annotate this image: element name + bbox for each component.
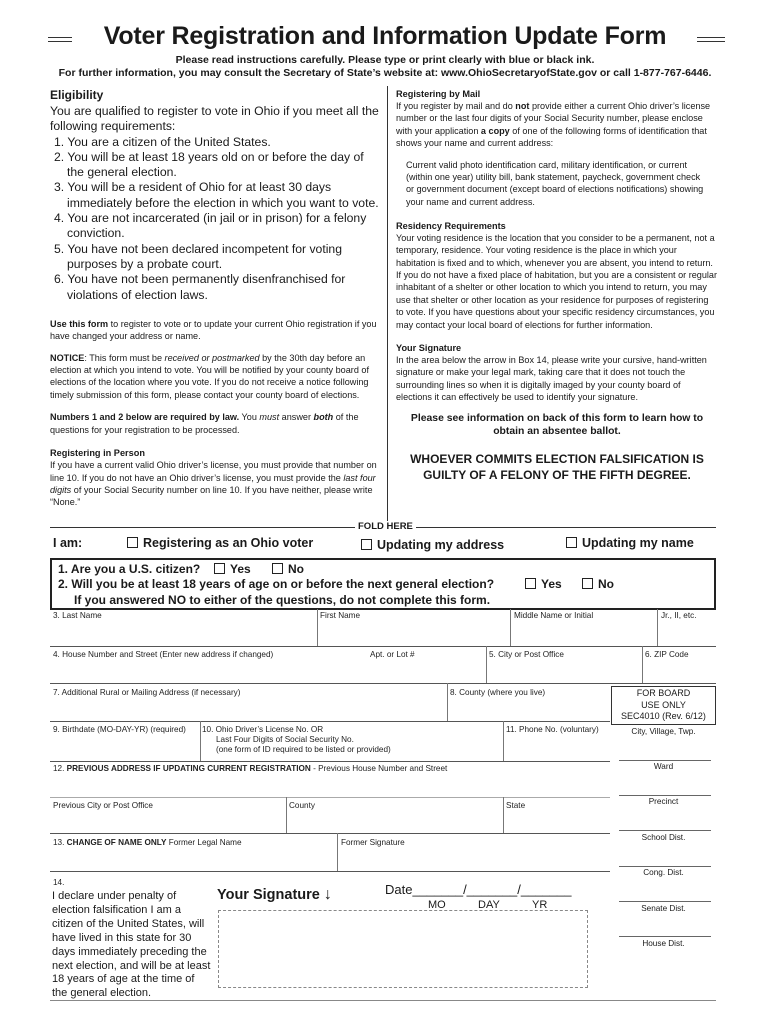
former-signature-label: Former Signature xyxy=(341,838,405,847)
board-use-panel xyxy=(611,686,716,948)
board-precinct-field: Precinct xyxy=(648,797,679,806)
use-form-rest: to register to vote or to update your current Ohio registration if you have changed your address or name. xyxy=(50,318,377,342)
arrow-down-icon: ↓ xyxy=(323,886,332,903)
in-person-heading: Registering in Person xyxy=(50,448,145,459)
eligibility-intro: You are qualified to register to vote in Ohio if you meet all the following requirements: xyxy=(50,104,379,134)
notice-bold: NOTICE xyxy=(50,352,85,363)
previous-city-label: Previous City or Post Office xyxy=(53,801,153,810)
eligibility-item: 2. You will be at least 18 years old on or before the day of the general election. xyxy=(54,149,364,180)
eligibility-item: 5. You have not been declared incompetent for voting purposes by a probate court. xyxy=(54,241,342,271)
mail-not: not xyxy=(515,101,530,111)
mail-copy: a copy xyxy=(480,125,510,136)
city-label: 5. City or Post Office xyxy=(489,650,564,659)
q1-no-checkbox[interactable] xyxy=(272,563,283,574)
suffix-label: Jr., II, etc. xyxy=(661,611,697,620)
eligibility-item: 1. You are a citizen of the United States. xyxy=(54,134,271,149)
page-title: Voter Registration and Information Update Form xyxy=(103,22,667,50)
q2-no[interactable] xyxy=(582,577,614,591)
mail-part: If you register by mail and do xyxy=(396,101,516,111)
license-sub-1: Last Four Digits of Social Security No. xyxy=(216,735,354,744)
birthdate-input[interactable] xyxy=(52,737,197,759)
board-school-field: School Dist. xyxy=(641,833,686,842)
row-line xyxy=(50,646,716,647)
row-line xyxy=(50,721,610,722)
in-person-part: If you have a current valid Ohio driver’s license, you must provide that number on line 10. If you do not have an Ohio driver’s license, you must provide the xyxy=(50,460,377,483)
numbers-emphasis: must xyxy=(259,412,280,423)
in-person-emphasis: last four digits xyxy=(50,472,376,495)
notice-emphasis: received or postmarked xyxy=(164,352,260,363)
fold-line-left xyxy=(50,527,355,528)
board-city-field: City, Village, Twp. xyxy=(631,727,696,736)
numbers-part: of the questions for your registration to be processed. xyxy=(50,412,359,435)
row-line xyxy=(50,797,610,798)
signature-heading: Your Signature xyxy=(396,343,462,354)
bottom-line xyxy=(50,1000,716,1001)
question-1: 1. Are you a U.S. citizen? xyxy=(58,562,201,576)
board-header-line: USE ONLY xyxy=(641,699,686,710)
board-header-line: FOR BOARD xyxy=(636,688,691,698)
county-input[interactable] xyxy=(450,699,608,719)
declaration-text: I declare under penalty of election falsification I am a citizen of the United States, will have lived in this state for 30 days immediately preceding the next election, and will be at least 18 years of age at the time of the general election. xyxy=(52,890,211,1000)
numbers-both: both xyxy=(313,412,334,423)
in-person-part: of your Social Security number on line 10. If you have neither, please write “None.” xyxy=(50,484,373,508)
mail-text xyxy=(396,100,718,150)
q1-yes-label: Yes xyxy=(230,562,251,576)
middle-name-input[interactable] xyxy=(513,622,655,644)
update-address-checkbox[interactable] xyxy=(361,539,372,550)
board-cong-field: Cong. Dist. xyxy=(643,868,684,877)
board-line xyxy=(619,830,711,831)
update-name-label: Updating my name xyxy=(582,536,694,550)
in-person-text xyxy=(50,459,382,509)
phone-input[interactable] xyxy=(506,737,608,759)
numbers-bold: Numbers 1 and 2 below are required by law. xyxy=(50,412,240,423)
id-list: Current valid photo identification card, military identification, or current (within one year) utility bill, bank statement, paycheck, government check or government document (except board of elections notifications) showing your name and current address. xyxy=(406,159,704,207)
board-line xyxy=(619,936,711,937)
divider xyxy=(286,797,287,833)
previous-state-label: State xyxy=(506,801,526,810)
signature-box[interactable] xyxy=(218,910,588,988)
question-warning: If you answered NO to either of the questions, do not complete this form. xyxy=(74,593,491,607)
residency-text: Your voting residence is the location that you consider to be a permanent, not a temporary, residence. Your voting residence is the place in which your habitation is fixed and to which, whenever you are absent, you intend to return. If you do not have a fixed place of habitation, but you are a consistent or regular inhabitant of a shelter or other location to which you intend to return, you may use that shelter or other location as your residence for purposes of registering to vote. If you have questions about your specific residency circumstances, you may contact your local board of elections for further information. xyxy=(396,232,718,330)
row-line xyxy=(50,833,610,834)
residency-heading: Residency Requirements xyxy=(396,220,506,231)
first-name-input[interactable] xyxy=(320,622,508,644)
former-name-input[interactable] xyxy=(52,850,334,869)
q2-yes-label: Yes xyxy=(541,577,562,591)
license-label: 10. Ohio Driver’s License No. OR xyxy=(202,725,324,734)
phone-label: 11. Phone No. (voluntary) xyxy=(506,725,599,734)
eligibility-column xyxy=(50,88,382,509)
former-signature-input[interactable] xyxy=(341,850,608,869)
prev-bold: PREVIOUS ADDRESS IF UPDATING CURRENT REGISTRATION xyxy=(66,764,311,773)
divider xyxy=(337,833,338,871)
board-ward-field: Ward xyxy=(653,762,674,771)
divider xyxy=(657,609,658,646)
date-month-label: MO xyxy=(428,899,446,911)
city-input[interactable] xyxy=(489,661,639,681)
q2-no-label: No xyxy=(598,577,614,591)
your-signature-label xyxy=(217,886,332,904)
signature-text: In the area below the arrow in Box 14, please write your cursive, hand-written signature or make your legal mark, taking care that it does not touch the surrounding lines so when it is digitally imaged by your county board of elections it can effectively be used to identify your signature. xyxy=(396,355,707,403)
notice-part: by the 30th day before an election at which you intend to vote. You will be notified by your county board of elections of the location where you vote. If you do not receive a notice following timely submission of this form, please contact your county board of elections. xyxy=(50,352,369,400)
fold-line-right xyxy=(416,527,716,528)
divider xyxy=(447,683,448,721)
mail-part: provide either a current Ohio driver’s license number or the last four digits of your Social Security number, please enclose with your application xyxy=(396,101,711,136)
rural-label: 7. Additional Rural or Mailing Address (if necessary) xyxy=(53,688,241,697)
divider xyxy=(503,721,504,761)
divider xyxy=(486,646,487,683)
eligibility-heading: Eligibility xyxy=(50,88,104,102)
prev-num: 12. xyxy=(53,764,65,773)
use-form-bold: Use this form xyxy=(50,318,109,329)
house-label: 4. House Number and Street (Enter new address if changed) xyxy=(53,650,274,659)
board-house-field: House Dist. xyxy=(642,939,685,948)
prev-rest: - Previous House Number and Street xyxy=(310,764,448,773)
board-line xyxy=(619,760,711,761)
board-header xyxy=(611,686,716,725)
last-name-label: 3. Last Name xyxy=(53,611,102,620)
row-line xyxy=(50,683,716,684)
fold-label: FOLD HERE xyxy=(358,521,413,532)
numbers-part: answer xyxy=(279,412,314,423)
previous-address-input[interactable] xyxy=(52,775,608,795)
eligibility-item: 3. You will be a resident of Ohio for at least 30 days immediately before the election in which you want to vote. xyxy=(54,180,379,210)
middle-name-label: Middle Name or Initial xyxy=(514,611,594,620)
use-form-text xyxy=(50,318,382,343)
county-label: 8. County (where you live) xyxy=(450,688,546,697)
mail-part: of one of the following forms of identification that shows your name and current address: xyxy=(396,125,707,149)
q2-no-checkbox[interactable] xyxy=(582,578,593,589)
q1-yes[interactable] xyxy=(214,562,251,576)
instructions-column xyxy=(396,88,718,483)
option-register[interactable] xyxy=(127,536,313,550)
name-bold: CHANGE OF NAME ONLY xyxy=(66,838,167,847)
numbers-text xyxy=(50,411,382,436)
name-rest: Former Legal Name xyxy=(166,838,242,847)
name-num: 13. xyxy=(53,838,65,847)
option-update-address[interactable] xyxy=(361,538,504,552)
q1-no[interactable] xyxy=(272,562,304,576)
suffix-input[interactable] xyxy=(660,622,716,644)
eligibility-item: 6. You have not been permanently disenfranchised for violations of election laws. xyxy=(54,272,346,302)
house-input[interactable] xyxy=(52,661,483,681)
rural-input[interactable] xyxy=(52,699,444,719)
previous-city-input[interactable] xyxy=(52,812,284,831)
previous-state-input[interactable] xyxy=(506,812,608,831)
q1-yes-checkbox[interactable] xyxy=(214,563,225,574)
row-line xyxy=(50,871,610,872)
q1-no-label: No xyxy=(288,562,304,576)
divider xyxy=(200,721,201,761)
row-line xyxy=(50,761,610,762)
divider xyxy=(642,646,643,683)
birthdate-label: 9. Birthdate (MO-DAY-YR) (required) xyxy=(53,725,186,734)
eligibility-item: 4. You are not incarcerated (in jail or in prison) for a felony conviction. xyxy=(54,211,367,241)
question-2: 2. Will you be at least 18 years of age on or before the next general election? xyxy=(58,577,495,591)
absentee-note: Please see information on back of this form to learn how to obtain an absentee ballot. xyxy=(410,412,704,437)
license-sub-2: (one form of ID required to be listed or provided) xyxy=(216,745,391,754)
license-input[interactable] xyxy=(390,737,500,759)
register-label: Registering as an Ohio voter xyxy=(143,536,314,550)
name-change-label xyxy=(53,838,242,847)
numbers-part: You xyxy=(239,412,260,423)
eligibility-list xyxy=(50,135,382,303)
q2-yes-checkbox[interactable] xyxy=(525,578,536,589)
previous-county-label: County xyxy=(289,801,315,810)
date-label: Date_______/_______/_______ xyxy=(385,882,572,897)
divider xyxy=(510,609,511,646)
first-name-label: First Name xyxy=(320,611,361,620)
iam-label: I am: xyxy=(53,536,83,550)
board-line xyxy=(619,901,711,902)
your-signature-text: Your Signature xyxy=(217,887,320,903)
title-row xyxy=(0,22,770,51)
further-info: For further information, you may consult the Secretary of State’s website at: www.OhioSecretaryofState.gov or call 1-877-767-6446. xyxy=(58,67,712,79)
column-divider xyxy=(387,86,388,526)
date-day-label: DAY xyxy=(478,899,500,911)
option-update-name[interactable] xyxy=(566,536,694,550)
box-14-label: 14. xyxy=(53,878,65,887)
board-senate-field: Senate Dist. xyxy=(641,904,686,913)
board-form-number: SEC4010 (Rev. 6/12) xyxy=(621,711,706,721)
board-line xyxy=(619,795,711,796)
divider xyxy=(317,609,318,646)
falsification-warning: WHOEVER COMMITS ELECTION FALSIFICATION IS GUILTY OF A FELONY OF THE FIFTH DEGREE. xyxy=(410,451,704,482)
apt-label: Apt. or Lot # xyxy=(370,650,415,659)
notice-part: : This form must be xyxy=(84,352,165,363)
board-line xyxy=(619,866,711,867)
mail-heading: Registering by Mail xyxy=(396,89,481,99)
notice-text xyxy=(50,352,382,402)
previous-county-input[interactable] xyxy=(289,812,500,831)
update-address-label: Updating my address xyxy=(377,538,505,552)
date-year-label: YR xyxy=(532,899,548,911)
register-checkbox[interactable] xyxy=(127,537,138,548)
divider xyxy=(503,797,504,833)
previous-address-label xyxy=(53,764,447,773)
zip-input[interactable] xyxy=(645,661,716,681)
last-name-input[interactable] xyxy=(52,622,314,644)
update-name-checkbox[interactable] xyxy=(566,537,577,548)
q2-yes[interactable] xyxy=(525,577,562,591)
instructions: Please read instructions carefully. Please type or print clearly with blue or black ink. xyxy=(175,54,595,66)
zip-label: 6. ZIP Code xyxy=(645,650,689,659)
